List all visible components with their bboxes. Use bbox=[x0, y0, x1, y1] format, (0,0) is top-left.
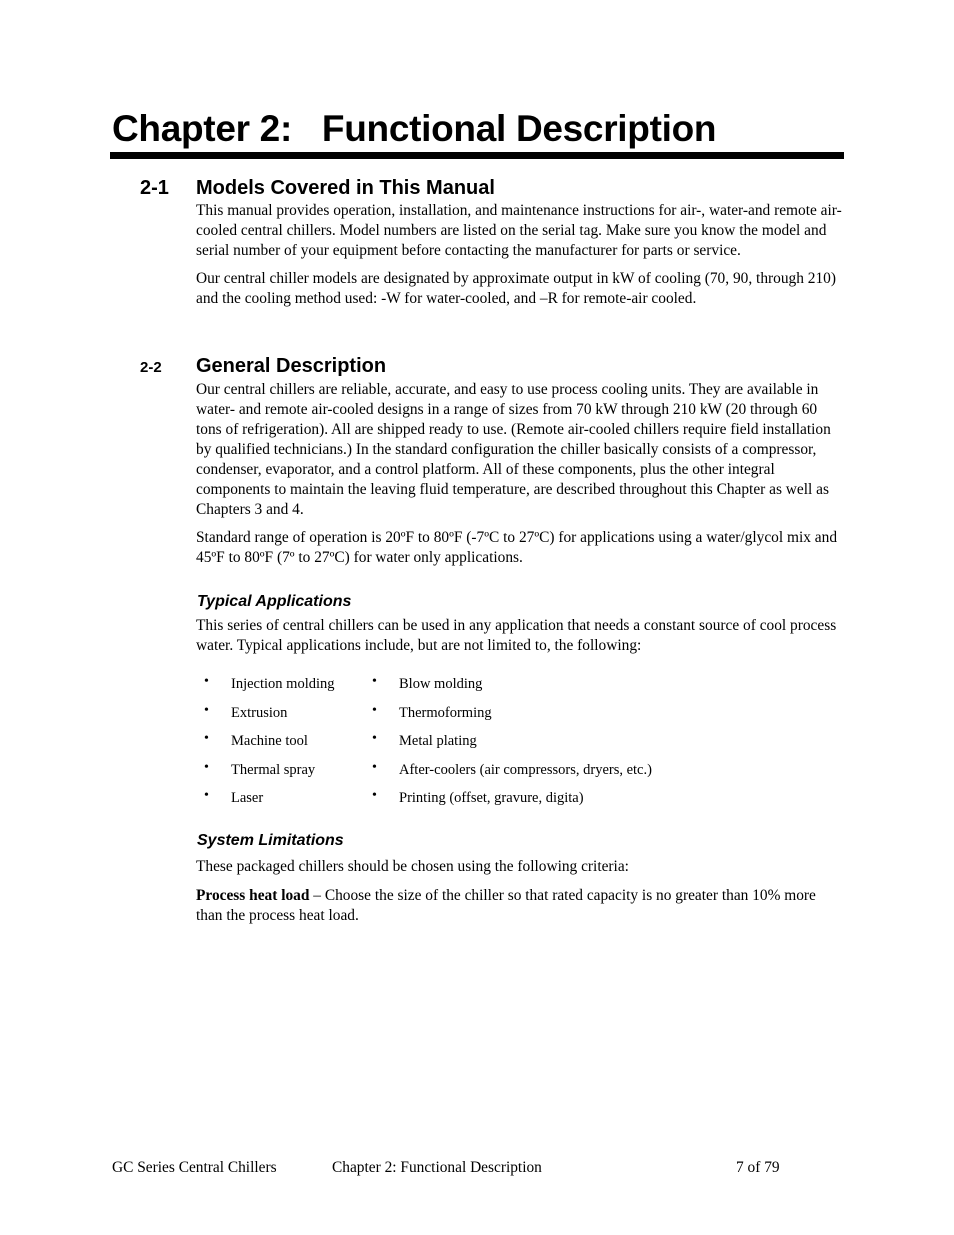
bullet-icon: • bbox=[372, 788, 377, 803]
bullet-icon: • bbox=[372, 702, 377, 718]
criteria-label: Process heat load bbox=[196, 887, 310, 904]
criteria-paragraph bbox=[196, 886, 844, 926]
bullet-icon: • bbox=[204, 674, 209, 689]
bullet-icon: • bbox=[372, 674, 377, 689]
system-limitations-heading: System Limitations bbox=[197, 832, 344, 849]
application-left: Injection molding bbox=[231, 676, 335, 692]
section-number: 2-2 bbox=[140, 359, 162, 376]
bullet-icon: • bbox=[204, 702, 209, 718]
section-title: Models Covered in This Manual bbox=[196, 177, 495, 199]
bullet-icon: • bbox=[204, 731, 209, 746]
section-2-1-body bbox=[196, 201, 844, 309]
footer-left: GC Series Central Chillers bbox=[112, 1159, 277, 1176]
paragraph: Our central chillers are reliable, accurate, and easy to use process cooling units. They are available in water- and remote air-cooled designs in a range of sizes from 70 kW through 210 kW (20 through 60 tons of refrigeration). All are shipped ready to use. (Remote air-cooled chillers require field installation by qualified technicians.) In the standard configuration the chiller basically consists of a compressor, condenser, evaporator, and a control platform. All of these components, plus the other integral components to maintain the leaving fluid temperature, are described throughout this Chapter as well as Chapters 3 and 4. bbox=[196, 381, 831, 518]
application-left: Machine tool bbox=[231, 733, 308, 749]
bullet-icon: • bbox=[204, 788, 209, 803]
application-right: Blow molding bbox=[399, 676, 483, 692]
criteria-text: – Choose the size of the chiller so that rated capacity is no greater than 10% more than the process heat load. bbox=[196, 887, 816, 924]
list-item bbox=[196, 760, 756, 789]
applications-list bbox=[196, 674, 756, 817]
application-left: Laser bbox=[231, 790, 264, 806]
list-item bbox=[196, 731, 756, 760]
paragraph: This series of central chillers can be used in any application that needs a constant source of cool process water. Typical applications include, but are not limited to, the following: bbox=[196, 617, 837, 654]
chapter-title: Chapter 2: Functional Description bbox=[112, 108, 717, 149]
section-2-2-body bbox=[196, 380, 844, 568]
footer-center: Chapter 2: Functional Description bbox=[332, 1159, 542, 1176]
bullet-icon: • bbox=[372, 759, 377, 775]
application-right: Thermoforming bbox=[399, 704, 492, 721]
bullet-icon: • bbox=[372, 731, 377, 746]
typical-applications-intro bbox=[196, 616, 844, 656]
application-right: Printing (offset, gravure, digita) bbox=[399, 790, 584, 806]
paragraph: These packaged chillers should be chosen using the following criteria: bbox=[196, 858, 629, 875]
system-limitations-body bbox=[196, 857, 844, 926]
section-number: 2-1 bbox=[140, 177, 169, 199]
paragraph: Our central chiller models are designated by approximate output in kW of cooling (70, 90, through 210) and the cooling method used: -W for water-cooled, and –R for remote-air cooled. bbox=[196, 270, 836, 307]
title-rule bbox=[110, 152, 844, 159]
application-right: After-coolers (air compressors, dryers, etc.) bbox=[399, 761, 652, 778]
application-left: Thermal spray bbox=[231, 761, 316, 778]
section-title: General Description bbox=[196, 355, 387, 377]
bullet-icon: • bbox=[204, 759, 209, 775]
application-right: Metal plating bbox=[399, 733, 477, 749]
section-heading-2-1 bbox=[140, 176, 495, 200]
paragraph: Standard range of operation is 20ºF to 80ºF (-7ºC to 27ºC) for applications using a water/glycol mix and 45ºF to 80ºF (7º to 27ºC) for water only applications. bbox=[196, 529, 838, 566]
typical-applications-heading: Typical Applications bbox=[197, 593, 352, 610]
section-heading-2-2 bbox=[140, 354, 386, 380]
list-item bbox=[196, 674, 756, 703]
list-item bbox=[196, 788, 756, 817]
paragraph: This manual provides operation, installation, and maintenance instructions for air-, water-and remote air-cooled central chillers. Model numbers are listed on the serial tag. Make sure you know the model and serial number of your equipment before contacting the manufacturer for parts or service. bbox=[196, 202, 842, 259]
application-left: Extrusion bbox=[231, 704, 288, 721]
list-item bbox=[196, 703, 756, 732]
footer-page-number: 7 of 79 bbox=[736, 1159, 780, 1176]
